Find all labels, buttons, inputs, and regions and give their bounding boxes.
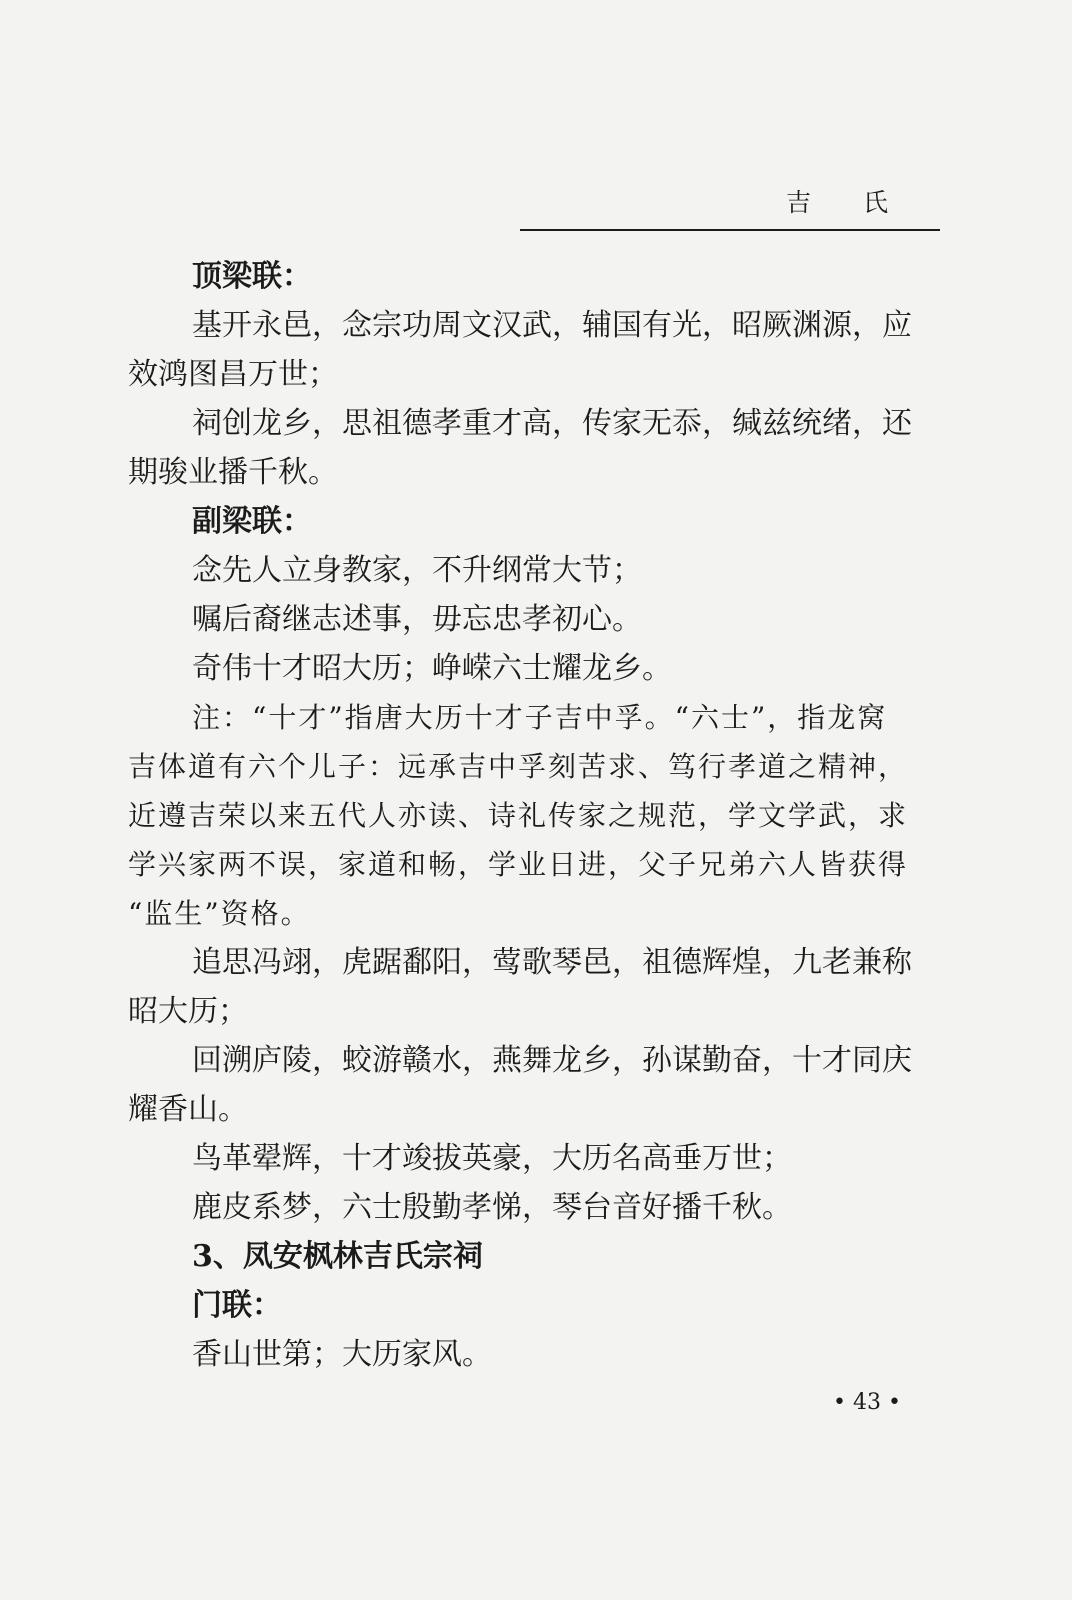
text-line: 期骏业播千秋。 (128, 455, 338, 490)
section-heading: 副梁联： (192, 504, 312, 539)
header-title: 吉 氏 (786, 188, 910, 217)
text-line: 追思冯翊，虎踞鄱阳，莺歌琴邑，祖德辉煌，九老兼称 (192, 945, 912, 980)
text-line: 回溯庐陵，蛟游赣水，燕舞龙乡，孙谋勤奋，十才同庆 (192, 1043, 912, 1078)
text-line: 奇伟十才昭大历；峥嵘六士耀龙乡。 (192, 651, 672, 686)
section-heading: 顶梁联： (192, 259, 312, 294)
text-line: 鹿皮系梦，六士殷勤孝悌，琴台音好播千秋。 (192, 1190, 792, 1225)
text-line: 念先人立身教家，不升纲常大节； (192, 553, 642, 588)
text-line: 香山世第；大历家风。 (192, 1337, 492, 1372)
text-line: 基开永邑，念宗功周文汉武，辅国有光，昭厥渊源，应 (192, 308, 912, 343)
text-line: 昭大历； (128, 994, 248, 1029)
note-line: 注：“十才”指唐大历十才子吉中孚。“六士”，指龙窝 (192, 701, 888, 734)
text-line: 效鸿图昌万世； (128, 357, 338, 392)
running-header (520, 183, 940, 231)
section-heading: 门联： (192, 1288, 282, 1323)
text-line: 祠创龙乡，思祖德孝重才高，传家无忝，缄兹统绪，还 (192, 406, 912, 441)
text-line: 嘱后裔继志述事，毋忘忠孝初心。 (192, 602, 642, 637)
page-body (128, 252, 944, 1379)
note-line: 近遵吉荣以来五代人亦读、诗礼传家之规范，学文学武，求 (128, 799, 909, 832)
section-heading: 3、凤安枫林吉氏宗祠 (192, 1239, 483, 1274)
page-number: • 43 • (833, 1390, 901, 1415)
note-line: “监生”资格。 (128, 897, 311, 930)
header-rule (520, 229, 940, 231)
text-line: 鸟革翚辉，十才竣拔英豪，大历名高垂万世； (192, 1141, 792, 1176)
text-line: 耀香山。 (128, 1092, 248, 1127)
note-line: 学兴家两不误，家道和畅，学业日进，父子兄弟六人皆获得 (128, 848, 909, 881)
note-line: 吉体道有六个儿子：远承吉中孚刻苦求、笃行孝道之精神， (128, 750, 909, 783)
